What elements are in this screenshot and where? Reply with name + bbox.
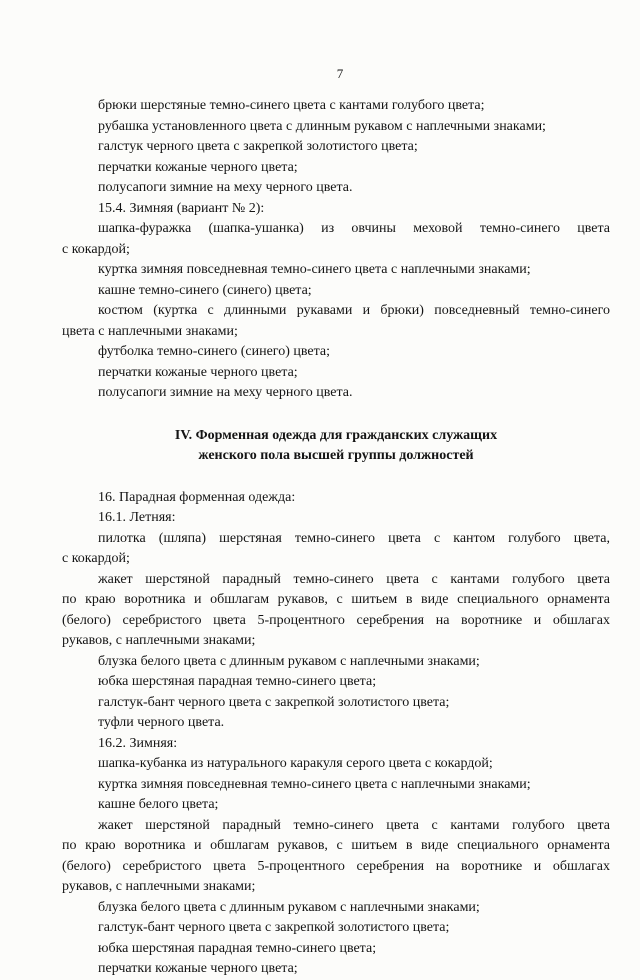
- text-line: брюки шерстяные темно-синего цвета с кантами голубого цвета;: [98, 98, 485, 113]
- text-block-top: [62, 96, 610, 404]
- section-heading: [62, 426, 610, 466]
- page-number: 7: [336, 66, 344, 81]
- text-line: галстук-бант черного цвета с закрепкой золотистого цвета;: [98, 694, 450, 710]
- text-line: юбка шерстяная парадная темно-синего цвета;: [98, 674, 377, 689]
- text-block-item16: [62, 488, 610, 980]
- text-line: (белого) серебристого цвета 5-процентного серебрения на воротнике и обшлагах: [62, 612, 610, 628]
- text-line: по краю воротника и обшлагам рукавов, с шитьем в виде специального орнамента: [62, 592, 610, 607]
- text-line: жакет шерстяной парадный темно-синего цвета с кантами голубого цвета: [98, 817, 610, 833]
- text-line: рукавов, с наплечными знаками;: [62, 633, 256, 648]
- text-line: перчатки кожаные черного цвета;: [98, 159, 298, 175]
- text-line: шапка-фуражка (шапка-ушанка) из овчины меховой темно-синего цвета: [98, 221, 610, 236]
- text-line: блузка белого цвета с длинным рукавом с наплечными знаками;: [98, 899, 480, 915]
- text-line: рубашка установленного цвета с длинным рукавом с наплечными знаками;: [98, 118, 546, 134]
- text-line: кашне темно-синего (синего) цвета;: [98, 282, 312, 298]
- text-line: перчатки кожаные черного цвета;: [98, 961, 298, 976]
- text-line: (белого) серебристого цвета 5-процентного серебрения на воротнике и обшлагах: [62, 858, 610, 874]
- text-line: с кокардой;: [62, 551, 130, 566]
- text-line: футболка темно-синего (синего) цвета;: [98, 344, 330, 359]
- text-line: куртка зимняя повседневная темно-синего цвета с наплечными знаками;: [98, 776, 531, 792]
- subsection-title: 15.4. Зимняя (вариант № 2):: [98, 200, 265, 216]
- text-line: полусапоги зимние на меху черного цвета.: [98, 385, 353, 400]
- text-line: шапка-кубанка из натурального каракуля серого цвета с кокардой;: [98, 756, 493, 771]
- text-line: галстук черного цвета с закрепкой золотистого цвета;: [98, 139, 418, 154]
- text-line: куртка зимняя повседневная темно-синего цвета с наплечными знаками;: [98, 262, 531, 277]
- text-line: костюм (куртка с длинными рукавами и брюки) повседневный темно-синего: [98, 303, 610, 318]
- subsection-title: 16.2. Зимняя:: [98, 735, 178, 751]
- section-heading-line: IV. Форменная одежда для гражданских служащих: [174, 427, 498, 443]
- section-heading-line: женского пола высшей группы должностей: [198, 447, 474, 463]
- text-line: цвета с наплечными знаками;: [62, 323, 238, 339]
- text-line: по краю воротника и обшлагам рукавов, с шитьем в виде специального орнамента: [62, 838, 610, 853]
- text-line: блузка белого цвета с длинным рукавом с наплечными знаками;: [98, 653, 480, 669]
- text-line: юбка шерстяная парадная темно-синего цвета;: [98, 940, 377, 956]
- item-title: 16. Парадная форменная одежда:: [98, 489, 296, 505]
- text-line: кашне белого цвета;: [98, 797, 219, 812]
- text-line: с кокардой;: [62, 241, 130, 257]
- text-line: перчатки кожаные черного цвета;: [98, 364, 298, 380]
- text-line: пилотка (шляпа) шерстяная темно-синего цвета с кантом голубого цвета,: [98, 530, 610, 546]
- text-line: рукавов, с наплечными знаками;: [62, 879, 256, 894]
- subsection-title: 16.1. Летняя:: [98, 510, 176, 525]
- text-line: туфли черного цвета.: [98, 715, 225, 730]
- text-line: полусапоги зимние на меху черного цвета.: [98, 180, 353, 195]
- text-line: жакет шерстяной парадный темно-синего цвета с кантами голубого цвета: [98, 571, 610, 587]
- text-line: галстук-бант черного цвета с закрепкой золотистого цвета;: [98, 920, 450, 935]
